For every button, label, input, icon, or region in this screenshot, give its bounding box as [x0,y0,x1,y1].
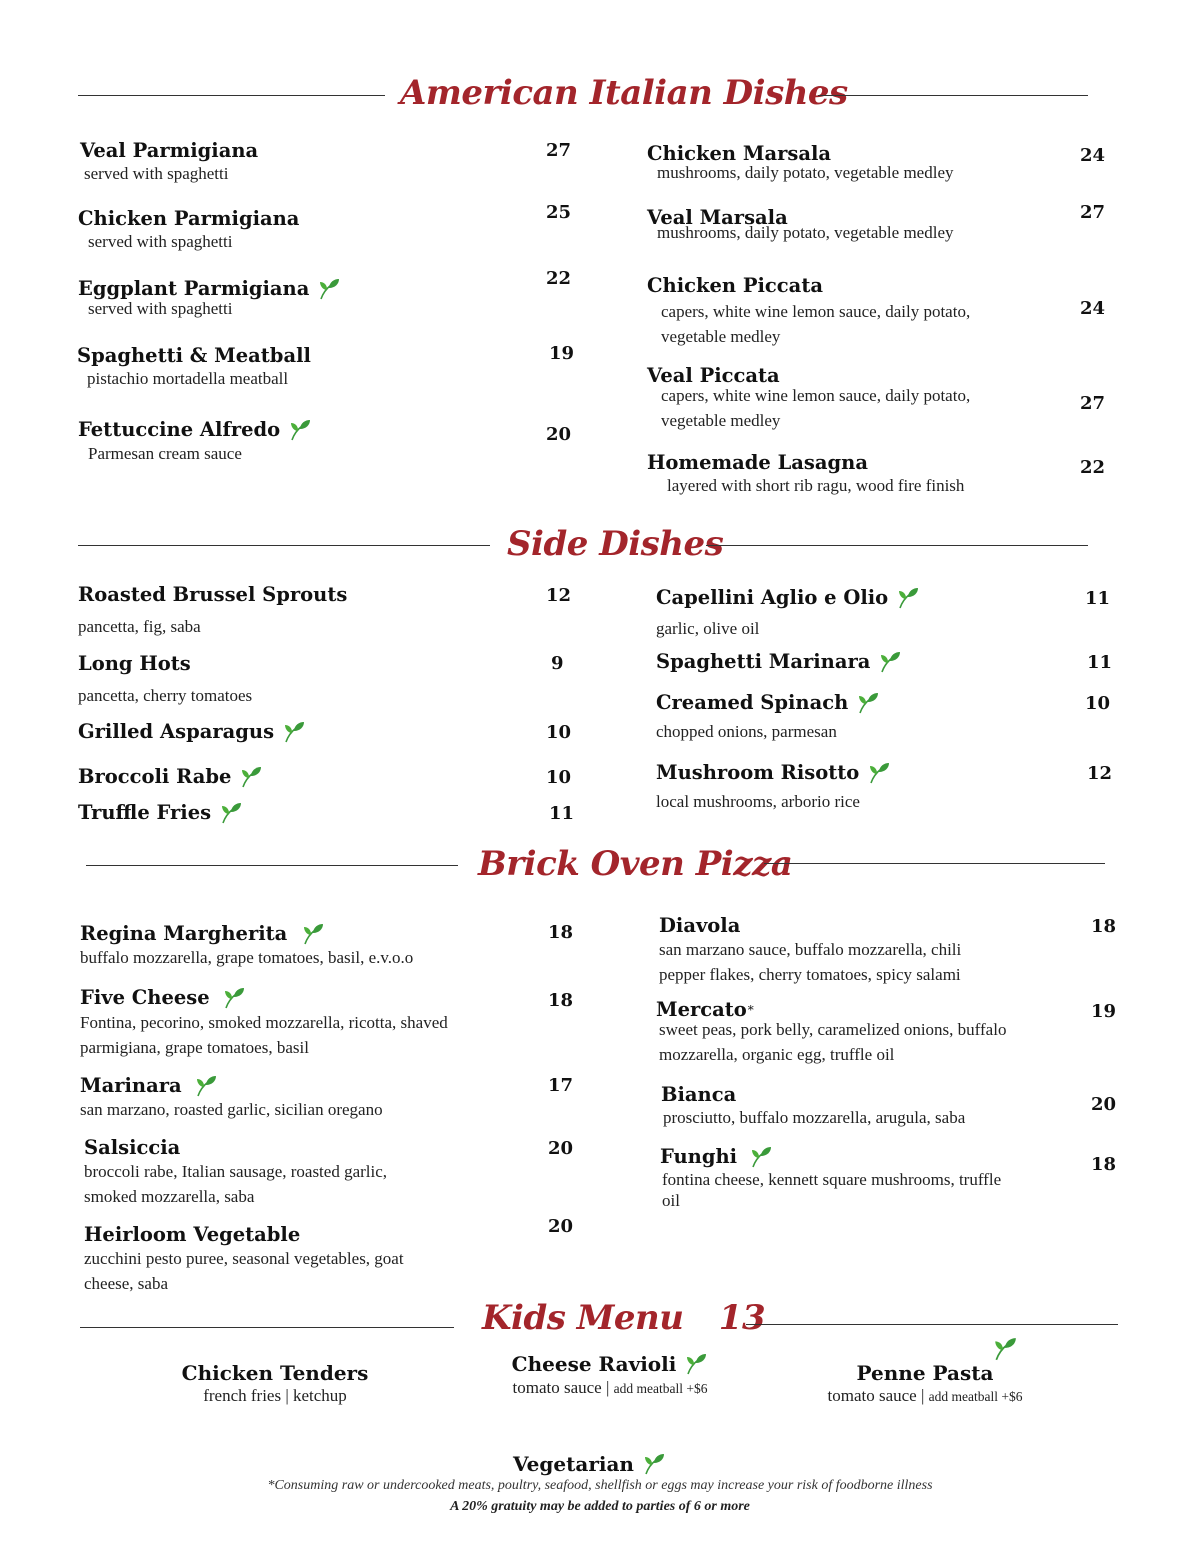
item-desc: san marzano, roasted garlic, sicilian oregano [80,1100,383,1119]
item-name: Homemade Lasagna [647,451,868,474]
item-desc: french fries | ketchup [203,1386,347,1405]
item-price: 22 [546,268,572,289]
section-title-pizza: Brick Oven Pizza [478,844,793,884]
leaf-icon [749,1145,773,1169]
item-name: Cheese Ravioli [511,1352,677,1376]
item-name: Diavola [659,914,741,937]
section-rule-left [86,865,458,866]
item-price: 22 [1080,457,1106,478]
menu-item [78,801,243,825]
item-name: Veal Piccata [647,364,780,387]
kids-title: Kids Menu [482,1298,684,1338]
item-price: 20 [548,1216,574,1237]
item-desc: Parmesan cream sauce [88,444,242,463]
footer-disclaimer: *Consuming raw or undercooked meats, poultry, seafood, shellfish or eggs may increase your risk of foodborne illness [267,1478,933,1493]
item-name: Bianca [661,1083,737,1106]
leaf-icon [317,277,341,301]
item-desc: pancetta, fig, saba [78,617,201,636]
item-price: 18 [1091,1154,1117,1175]
item-price: 27 [546,140,572,161]
kids-item [160,1362,390,1408]
menu-item [656,650,902,674]
item-name: Spaghetti & Meatball [77,344,311,367]
item-name: Five Cheese [80,986,210,1009]
item-desc: layered with short rib ragu, wood fire finish [667,476,965,495]
item-name: Salsiccia [84,1136,181,1159]
leaf-icon [642,1452,666,1476]
item-desc: buffalo mozzarella, grape tomatoes, basil, e.v.o.o [80,948,414,967]
leaf-icon [288,418,312,442]
section-rule-right [764,863,1105,864]
item-name: Veal Parmigiana [80,139,259,162]
item-price: 10 [1085,693,1111,714]
leaf-icon [896,586,920,610]
item-name: Funghi [660,1145,738,1168]
item-price: 19 [549,343,575,364]
kids-item [800,1362,1050,1409]
item-price: 11 [549,803,575,824]
item-price: 12 [546,585,572,606]
menu-item [84,1137,444,1209]
item-price: 27 [1080,393,1106,414]
item-price: 12 [1087,763,1113,784]
leaf-icon [856,691,880,715]
item-price: 18 [548,922,574,943]
section-title-sides: Side Dishes [507,524,724,564]
item-desc: Fontina, pecorino, smoked mozzarella, ricotta, shaved parmigiana, grape tomatoes, basil [80,1013,448,1057]
item-price: 17 [548,1075,574,1096]
item-price: 20 [1091,1094,1117,1115]
menu-item [78,208,299,254]
leaf-icon [301,922,325,946]
item-desc: san marzano sauce, buffalo mozzarella, chili pepper flakes, cherry tomatoes, spicy salami [659,940,962,984]
item-name: Creamed Spinach [656,691,849,714]
item-name: Broccoli Rabe [78,765,232,788]
item-price: 18 [548,990,574,1011]
item-price: 10 [546,722,572,743]
leaf-icon [867,761,891,785]
item-name: Grilled Asparagus [78,720,275,743]
item-price: 11 [1085,588,1111,609]
item-name: Long Hots [78,652,191,675]
item-desc: broccoli rabe, Italian sausage, roasted garlic, smoked mozzarella, saba [84,1162,388,1206]
item-desc: sweet peas, pork belly, caramelized onions, buffalo mozzarella, organic egg, truffle oil [659,1020,1007,1064]
menu-item [80,140,258,186]
item-price: 24 [1080,298,1106,319]
item-name: Chicken Piccata [647,274,823,297]
item-desc: tomato sauce | [827,1386,925,1405]
menu-item [656,761,891,814]
menu-item [77,345,311,391]
leaf-icon [282,720,306,744]
kids-item [480,1352,740,1401]
item-desc: served with spaghetti [88,299,233,318]
menu-item [80,986,450,1060]
item-name: Capellini Aglio e Olio [656,586,889,609]
legend [513,1452,666,1476]
menu-item [647,452,964,498]
menu-item [647,275,1021,349]
menu-item [647,143,954,185]
menu-item [84,1224,424,1296]
item-extra: add meatball +$6 [613,1381,708,1396]
section-rule-right [706,545,1088,546]
item-price: 27 [1080,202,1106,223]
item-name: Spaghetti Marinara [656,650,871,673]
section-title-kids [482,1298,765,1338]
menu-item [78,418,312,466]
item-price: 18 [1091,916,1117,937]
item-name: Chicken Tenders [181,1361,369,1385]
item-name: Veal Marsala [647,206,788,229]
asterisk-mark: * [747,1003,754,1017]
leaf-icon [684,1352,708,1376]
menu-item [78,584,347,639]
menu-item [78,653,252,708]
item-price: 20 [546,424,572,445]
leaf-icon [992,1336,1018,1362]
item-price: 25 [546,202,572,223]
section-rule-right [818,95,1088,96]
section-rule-left [78,95,385,96]
menu-item [656,691,880,744]
item-price: 24 [1080,145,1106,166]
item-name: Chicken Marsala [647,142,832,165]
leaf-icon [239,765,263,789]
item-name: Mushroom Risotto [656,761,860,784]
menu-item [78,765,263,789]
leaf-icon [222,986,246,1010]
item-desc: pistachio mortadella meatball [87,369,289,388]
item-name: Fettuccine Alfredo [78,418,281,441]
item-name: Penne Pasta [856,1361,994,1385]
item-desc: prosciutto, buffalo mozzarella, arugula, saba [663,1108,966,1127]
item-price: 11 [1087,652,1113,673]
item-price: 20 [548,1138,574,1159]
item-desc: chopped onions, parmesan [656,722,837,741]
item-name: Truffle Fries [78,801,212,824]
menu-item [78,720,306,744]
item-name: Heirloom Vegetable [84,1223,301,1246]
leaf-icon [878,650,902,674]
item-extra: add meatball +$6 [928,1389,1023,1404]
item-name: Mercato [656,998,747,1021]
section-rule-left [80,1327,454,1328]
item-desc: mushrooms, daily potato, vegetable medley [657,163,954,182]
item-desc: garlic, olive oil [656,619,760,638]
item-desc: capers, white wine lemon sauce, daily potato, vegetable medley [661,386,971,430]
section-rule-left [78,545,490,546]
item-desc: fontina cheese, kennett square mushrooms, truffle oil [662,1170,1002,1210]
menu-item [661,1084,965,1130]
item-name: Regina Margherita [80,922,288,945]
item-desc: pancetta, cherry tomatoes [78,686,253,705]
menu-item [660,1145,1002,1211]
menu-item [647,365,1021,433]
item-desc: tomato sauce | [512,1378,610,1397]
footer-gratuity: A 20% gratuity may be added to parties of 6 or more [450,1499,750,1514]
kids-price: 13 [718,1298,766,1338]
menu-item [656,586,920,641]
menu-item [80,1074,383,1122]
section-title-american: American Italian Dishes [400,73,848,113]
menu-item [656,999,1059,1067]
item-name: Eggplant Parmigiana [78,277,310,300]
item-desc: local mushrooms, arborio rice [656,792,860,811]
menu-item [80,922,413,970]
item-price: 10 [546,767,572,788]
item-desc: served with spaghetti [88,232,233,251]
legend-label: Vegetarian [513,1452,634,1476]
item-name: Marinara [80,1074,182,1097]
item-desc: zucchini pesto puree, seasonal vegetables, goat cheese, saba [84,1249,404,1293]
item-name: Roasted Brussel Sprouts [78,583,348,606]
item-desc: served with spaghetti [84,164,229,183]
leaf-icon [219,801,243,825]
leaf-icon [194,1074,218,1098]
item-name: Chicken Parmigiana [78,207,300,230]
menu-item [78,277,341,321]
item-price: 9 [551,653,564,674]
item-desc: capers, white wine lemon sauce, daily potato, vegetable medley [661,302,971,346]
menu-item [647,207,954,245]
item-price: 19 [1091,1001,1117,1022]
item-desc: mushrooms, daily potato, vegetable medley [657,223,954,242]
section-rule-right [746,1324,1118,1325]
menu-item [659,915,1009,987]
